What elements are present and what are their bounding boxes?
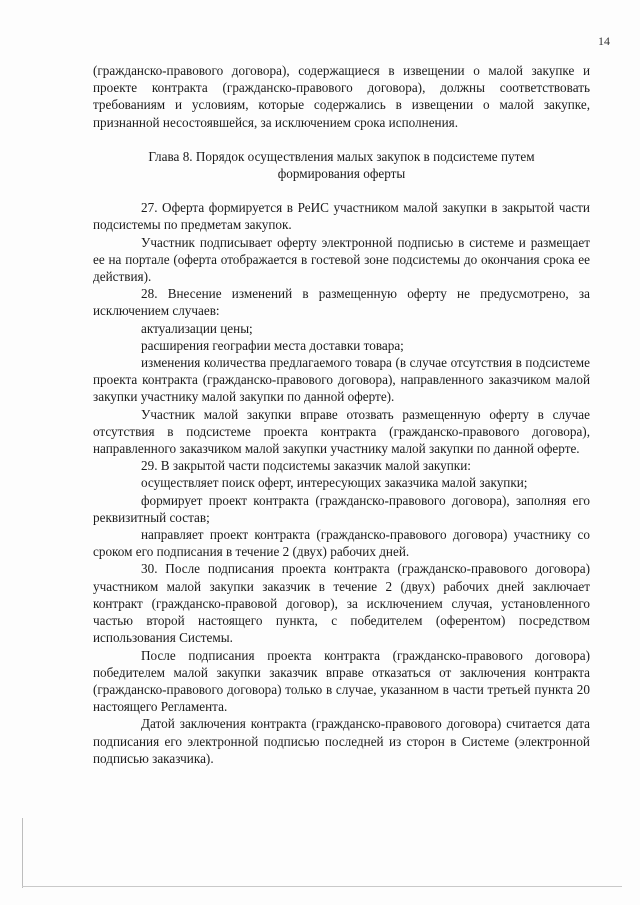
list-item: осуществляет поиск оферт, интересующих заказчика малой закупки; [141,475,528,491]
paragraph: Датой заключения контракта (гражданско-правового договора) считается дата подписания его электронной подписью последней из сторон в Системе (электронной подписью заказчика). [93,716,590,766]
paragraph-30: 30. После подписания проекта контракта (гражданско-правового договора) участником малой закупки заказчик в течение 2 (двух) рабочих дней заключает контракт (гражданско-правовой договор), за исключением случая, установленного частью второй настоящего пункта, с победителем (оферентом) посредством использования Системы. [93,561,590,646]
paragraph: После подписания проекта контракта (гражданско-правового договора) победителем малой закупки заказчик вправе отказаться от заключения контракта (гражданско-правового договора) только в случае, указанном в части третьей пункта 20 настоящего Регламента. [93,647,590,715]
list-item: изменения количества предлагаемого товара (в случае отсутствия в подсистеме проекта контракта (гражданско-правового договора), направленного заказчиком малой закупки участнику малой закупки по данной оферте). [93,355,590,405]
list-item: формирует проект контракта (гражданско-правового договора), заполняя его реквизитный состав; [93,492,590,525]
list-item: направляет проект контракта (гражданско-правового договора) участнику со сроком его подписания в течение 2 (двух) рабочих дней. [93,527,590,560]
list-item: расширения географии места доставки товара; [141,337,404,353]
scan-edge-line [22,818,23,888]
paragraph-27: 27. Оферта формируется в РеИС участником малой закупки в закрытой части подсистемы по предметам закупок. [93,200,590,233]
paragraph-29: 29. В закрытой части подсистемы заказчик малой закупки: [141,458,471,474]
page-number: 14 [598,34,610,48]
chapter-heading: Глава 8. Порядок осуществления малых закупок в подсистеме путем формирования оферты [148,148,535,182]
list-item: актуализации цены; [141,320,253,336]
paragraph-continuation: (гражданско-правового договора), содержащиеся в извещении о малой закупке и проекте контракта (гражданско-правового договора), должны соответствовать требованиям и условиям, которые содержались в извещении о малой закупке, признанной несостоявшейся, за исключением срока исполнения. [93,63,590,130]
document-body [93,62,590,767]
paragraph-28: 28. Внесение изменений в размещенную оферту не предусмотрено, за исключением случаев: [93,286,590,319]
scan-edge-line [22,886,622,887]
paragraph: Участник малой закупки вправе отозвать размещенную оферту в случае отсутствия в подсистеме проекта контракта (гражданско-правового договора), направленного заказчиком малой закупки участнику малой закупки по данной оферте. [93,406,590,457]
paragraph: Участник подписывает оферту электронной подписью в системе и размещает ее на портале (оферта отображается в гостевой зоне подсистемы до окончания срока ее действия). [93,234,590,285]
